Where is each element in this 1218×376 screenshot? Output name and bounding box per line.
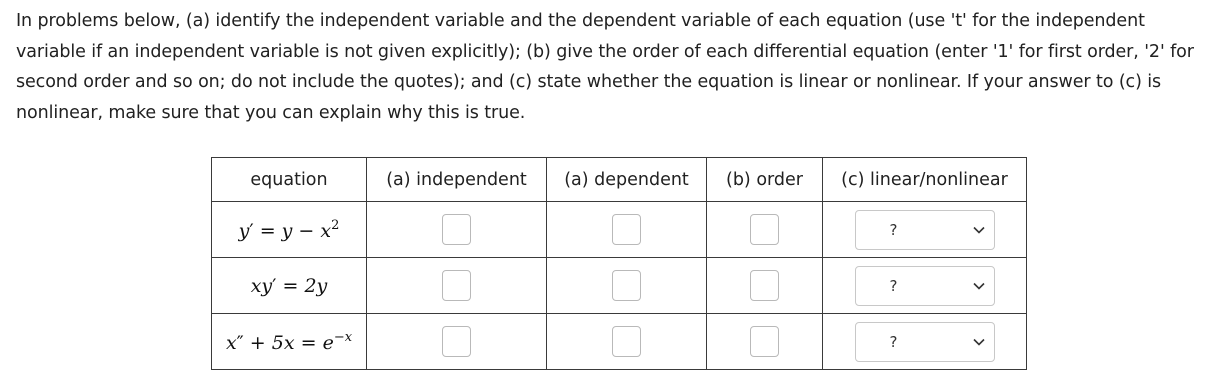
linearity-select[interactable]	[855, 210, 995, 250]
chevron-down-icon	[972, 279, 986, 293]
equation-cell	[212, 314, 367, 370]
chevron-down-icon	[972, 223, 986, 237]
dependent-cell	[547, 258, 707, 314]
linearity-select[interactable]	[855, 322, 995, 362]
equation-2: xy′ = 2y	[250, 274, 328, 297]
order-input[interactable]	[750, 214, 779, 245]
dependent-input[interactable]	[612, 214, 641, 245]
dependent-input[interactable]	[612, 326, 641, 357]
table-row	[212, 258, 1027, 314]
order-input[interactable]	[750, 326, 779, 357]
independent-input[interactable]	[442, 214, 471, 245]
order-input[interactable]	[750, 270, 779, 301]
chevron-down-icon	[972, 335, 986, 349]
table-row	[212, 202, 1027, 258]
linearity-cell	[823, 314, 1027, 370]
equation-3: $x'' + 5x = e^{-x}$	[225, 329, 353, 354]
independent-input[interactable]	[442, 326, 471, 357]
independent-input[interactable]	[442, 270, 471, 301]
linearity-select-value: ?	[889, 332, 898, 351]
equation-cell	[212, 258, 367, 314]
problems-table	[211, 157, 1027, 370]
order-cell	[707, 202, 823, 258]
linearity-select-value: ?	[889, 276, 898, 295]
dependent-cell	[547, 314, 707, 370]
table-header-row	[212, 158, 1027, 202]
equation-cell	[212, 202, 367, 258]
independent-cell	[367, 202, 547, 258]
linearity-cell	[823, 202, 1027, 258]
header-equation: equation	[212, 158, 367, 202]
linearity-select-value: ?	[889, 220, 898, 239]
linearity-select[interactable]	[855, 266, 995, 306]
order-cell	[707, 258, 823, 314]
independent-cell	[367, 258, 547, 314]
equation-1: $y' = y - x^2$	[238, 217, 340, 242]
header-linearity: (c) linear/nonlinear	[823, 158, 1027, 202]
order-cell	[707, 314, 823, 370]
linearity-cell	[823, 258, 1027, 314]
problem-instructions: In problems below, (a) identify the independent variable and the dependent variable of each equation (use 't' for the independent variable if an independent variable is not given explicitly); (b) give the order of each differential equation (enter '1' for first order, '2' for second order and so on; do not include the quotes); and (c) state whether the equation is linear or nonlinear. If your answer to (c) is nonlinear, make sure that you can explain why this is true.	[16, 11, 1194, 123]
independent-cell	[367, 314, 547, 370]
header-order: (b) order	[707, 158, 823, 202]
header-dependent: (a) dependent	[547, 158, 707, 202]
dependent-input[interactable]	[612, 270, 641, 301]
dependent-cell	[547, 202, 707, 258]
header-independent: (a) independent	[367, 158, 547, 202]
table-row	[212, 314, 1027, 370]
